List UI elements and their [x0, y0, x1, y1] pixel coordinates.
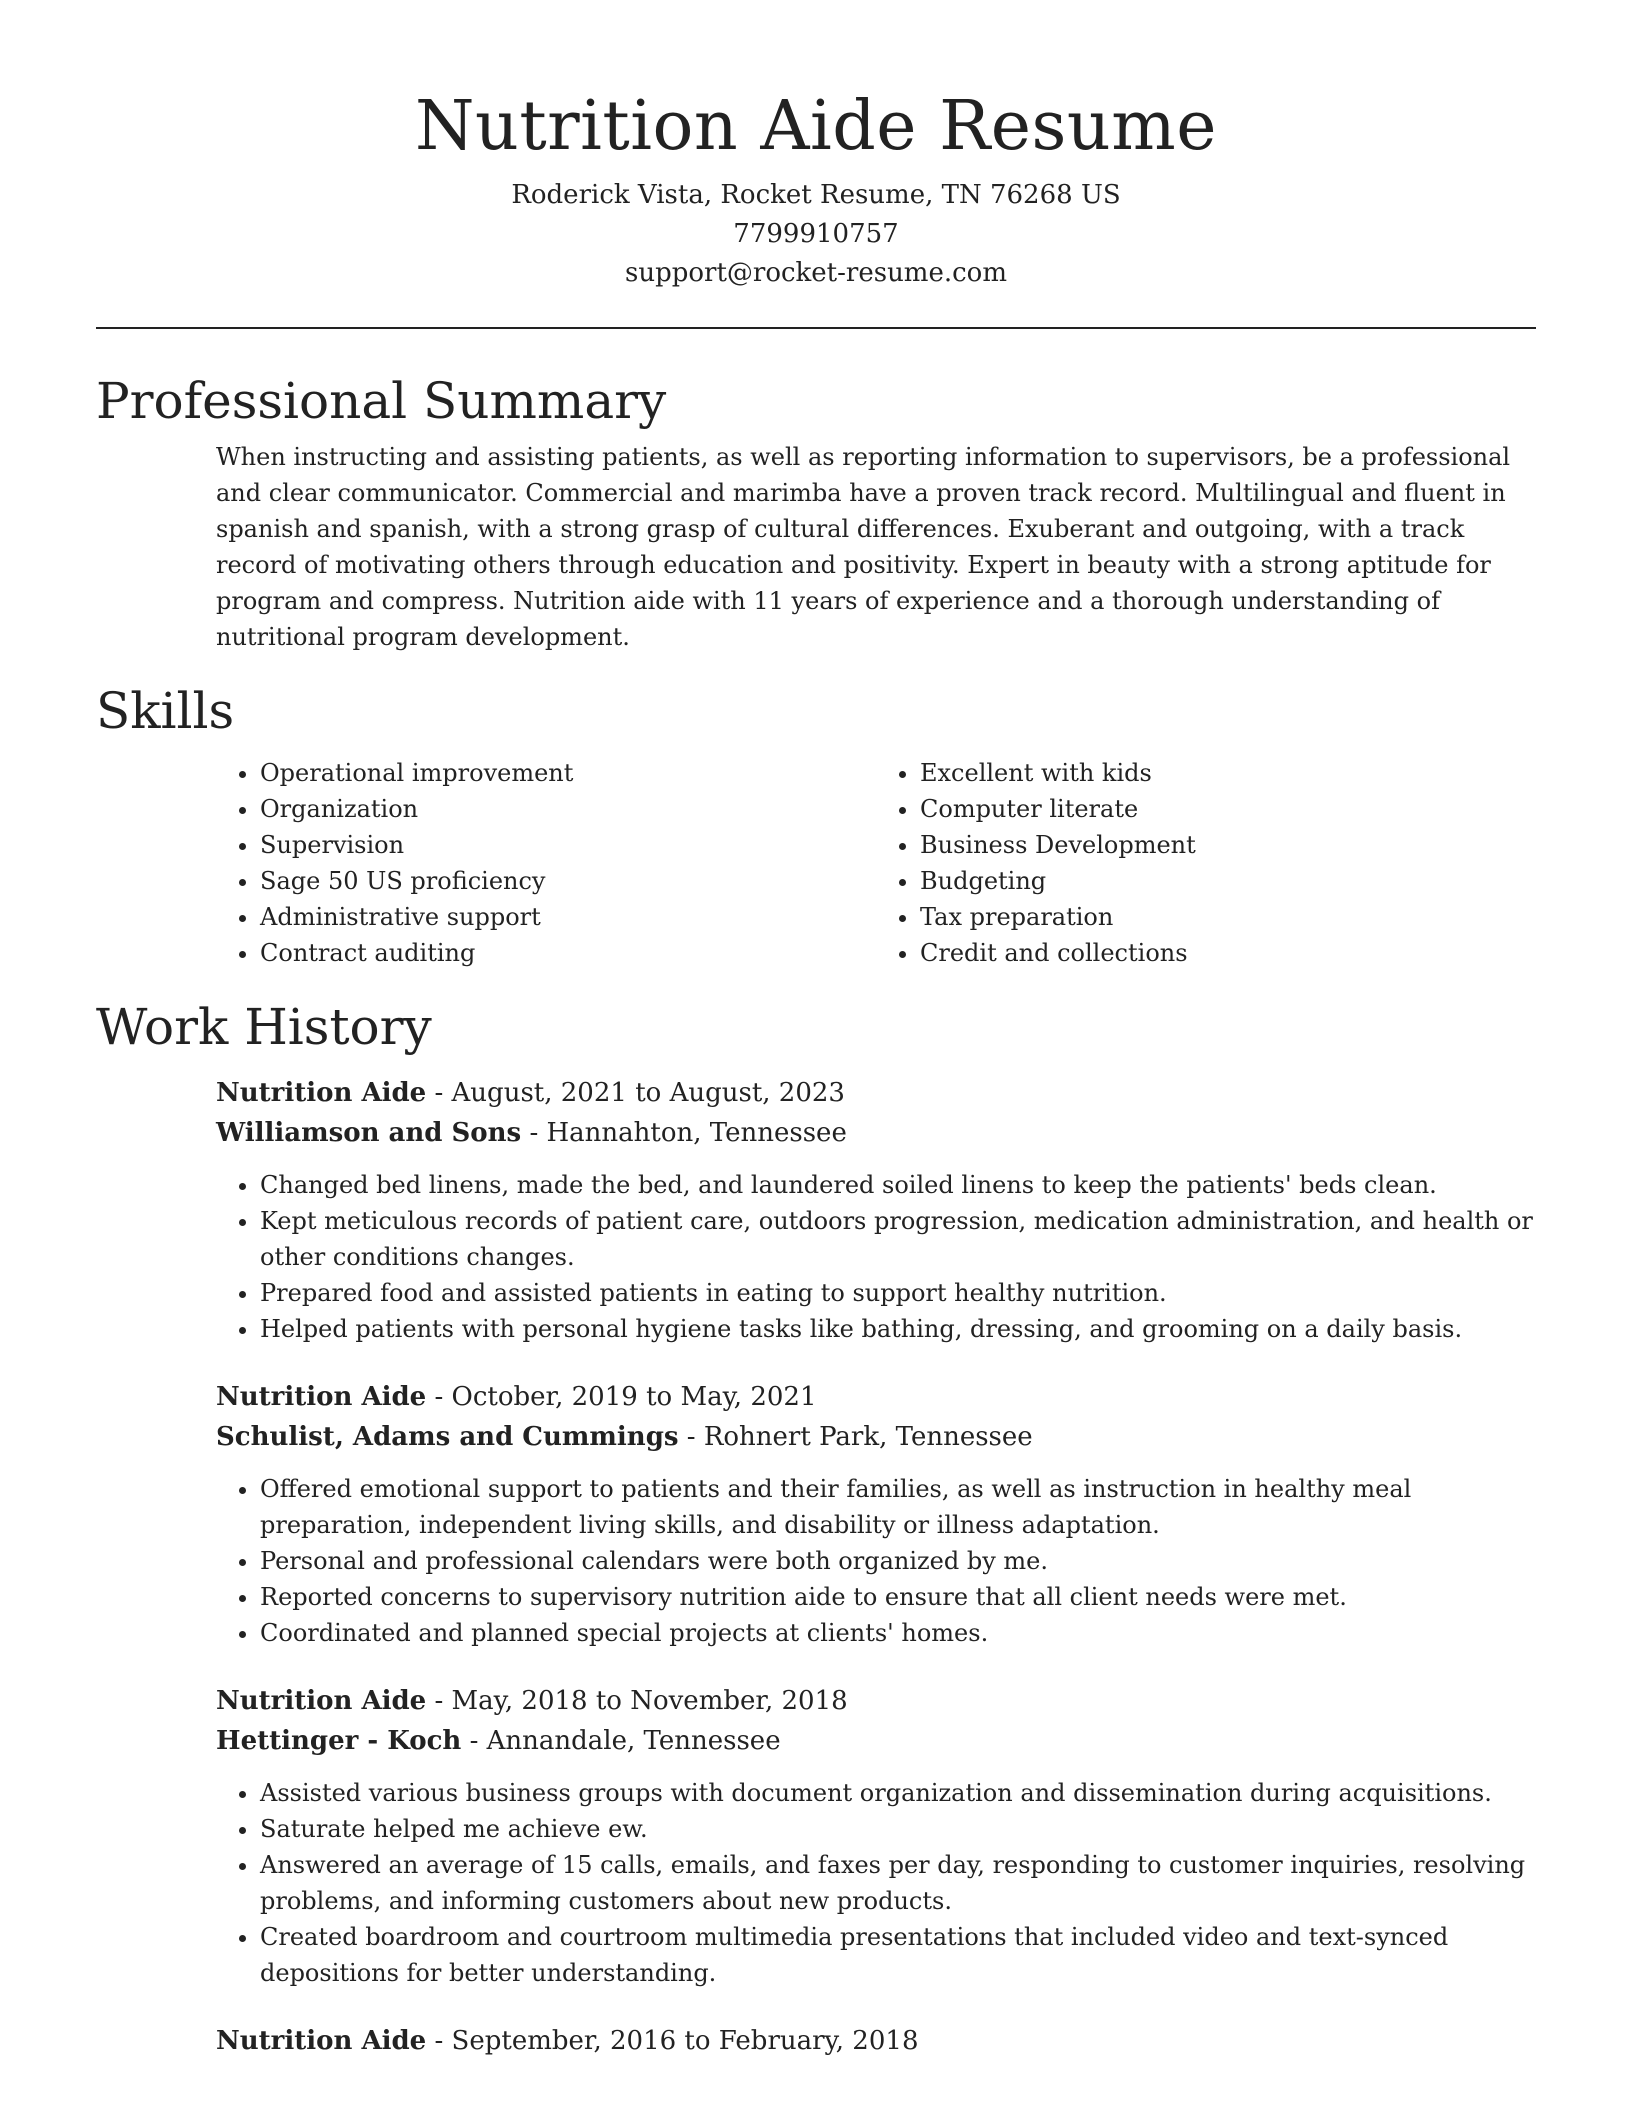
job-duty: • Changed bed linens, made the bed, and laundered soiled linens to keep the patients' beds clean.	[260, 1167, 1536, 1203]
job-title: Nutrition Aide	[216, 1686, 427, 1716]
job-dates: - August, 2021 to August, 2023	[426, 1078, 845, 1108]
skill-item: • Excellent with kids	[920, 755, 1536, 791]
job-dates: - October, 2019 to May, 2021	[426, 1382, 817, 1412]
skills-list-left	[216, 755, 876, 971]
job-duties	[216, 1775, 1536, 1991]
job-duty: • Assisted various business groups with document organization and dissemination during acquisitions.	[260, 1775, 1536, 1811]
skills-list-right	[876, 755, 1536, 971]
summary-text: When instructing and assisting patients, as well as reporting information to supervisors, be a professional and clear communicator. Commercial and marimba have a proven track record. Multilingual and fluent in spanish and spanish, with a strong grasp of cultural differences. Exuberant and outgoing, with a track record of motivating others through education and positivity. Expert in beauty with a strong aptitude for program and compress. Nutrition aide with 11 years of experience and a thorough understanding of nutritional program development.	[216, 443, 1511, 651]
job-duty: • Created boardroom and courtroom multimedia presentations that included video and text-synced depositions for better understanding.	[260, 1919, 1536, 1991]
job-title-line	[216, 1377, 1536, 1417]
job-duty: • Personal and professional calendars were both organized by me.	[260, 1543, 1536, 1579]
skill-item: • Supervision	[260, 827, 876, 863]
skill-item: • Computer literate	[920, 791, 1536, 827]
job-duty: • Offered emotional support to patients and their families, as well as instruction in healthy meal preparation, independent living skills, and disability or illness adaptation.	[260, 1471, 1536, 1543]
job-dates: - September, 2016 to February, 2018	[426, 2026, 919, 2056]
job-title: Nutrition Aide	[216, 2026, 427, 2056]
skill-item: • Credit and collections	[920, 935, 1536, 971]
skill-item: • Budgeting	[920, 863, 1536, 899]
job-location: - Hannahton, Tennessee	[521, 1118, 847, 1148]
job-entry	[216, 2021, 1536, 2061]
skill-item: • Business Development	[920, 827, 1536, 863]
job-company: Williamson and Sons	[216, 1118, 522, 1148]
skills-grid	[216, 755, 1536, 971]
skill-item: • Operational improvement	[260, 755, 876, 791]
contact-email: support@rocket-resume.com	[624, 258, 1007, 288]
job-company: Hettinger - Koch	[216, 1726, 462, 1756]
contact-address: Roderick Vista, Rocket Resume, TN 76268 US	[511, 180, 1121, 210]
contact-phone: 7799910757	[733, 219, 899, 249]
job-title-line	[216, 1073, 1536, 1113]
header-divider	[96, 327, 1536, 329]
job-duties	[216, 1471, 1536, 1651]
job-title: Nutrition Aide	[216, 1078, 427, 1108]
job-company-line	[216, 1113, 1536, 1153]
job-title: Nutrition Aide	[216, 1382, 427, 1412]
job-duty: • Prepared food and assisted patients in eating to support healthy nutrition.	[260, 1275, 1536, 1311]
job-company-line	[216, 1417, 1536, 1457]
skill-item: • Organization	[260, 791, 876, 827]
job-location: - Rohnert Park, Tennessee	[678, 1422, 1033, 1452]
skill-item: • Sage 50 US proficiency	[260, 863, 876, 899]
job-company: Schulist, Adams and Cummings	[216, 1422, 679, 1452]
job-duty: • Coordinated and planned special projects at clients' homes.	[260, 1615, 1536, 1651]
skill-item: • Contract auditing	[260, 935, 876, 971]
skill-item: • Administrative support	[260, 899, 876, 935]
job-duty: • Helped patients with personal hygiene tasks like bathing, dressing, and grooming on a daily basis.	[260, 1311, 1536, 1347]
work-history-heading: Work History	[96, 998, 432, 1056]
job-title-line	[216, 2021, 1536, 2061]
job-duty: • Answered an average of 15 calls, emails, and faxes per day, responding to customer inquiries, resolving problems, and informing customers about new products.	[260, 1847, 1536, 1919]
job-dates: - May, 2018 to November, 2018	[426, 1686, 848, 1716]
job-duties	[216, 1167, 1536, 1347]
resume-header	[96, 0, 1536, 293]
job-location: - Annandale, Tennessee	[461, 1726, 781, 1756]
summary-heading: Professional Summary	[96, 372, 667, 430]
job-duty: • Reported concerns to supervisory nutrition aide to ensure that all client needs were met.	[260, 1579, 1536, 1615]
job-title-line	[216, 1681, 1536, 1721]
job-entry	[216, 1681, 1536, 1991]
resume-title: Nutrition Aide Resume	[415, 87, 1217, 166]
job-entry	[216, 1377, 1536, 1651]
skills-heading: Skills	[96, 682, 235, 740]
job-company-line	[216, 1721, 1536, 1761]
job-entry	[216, 1073, 1536, 1347]
skill-item: • Tax preparation	[920, 899, 1536, 935]
contact-block	[96, 176, 1536, 293]
job-duty: • Saturate helped me achieve ew.	[260, 1811, 1536, 1847]
job-duty: • Kept meticulous records of patient care, outdoors progression, medication administration, and health or other conditions changes.	[260, 1203, 1536, 1275]
